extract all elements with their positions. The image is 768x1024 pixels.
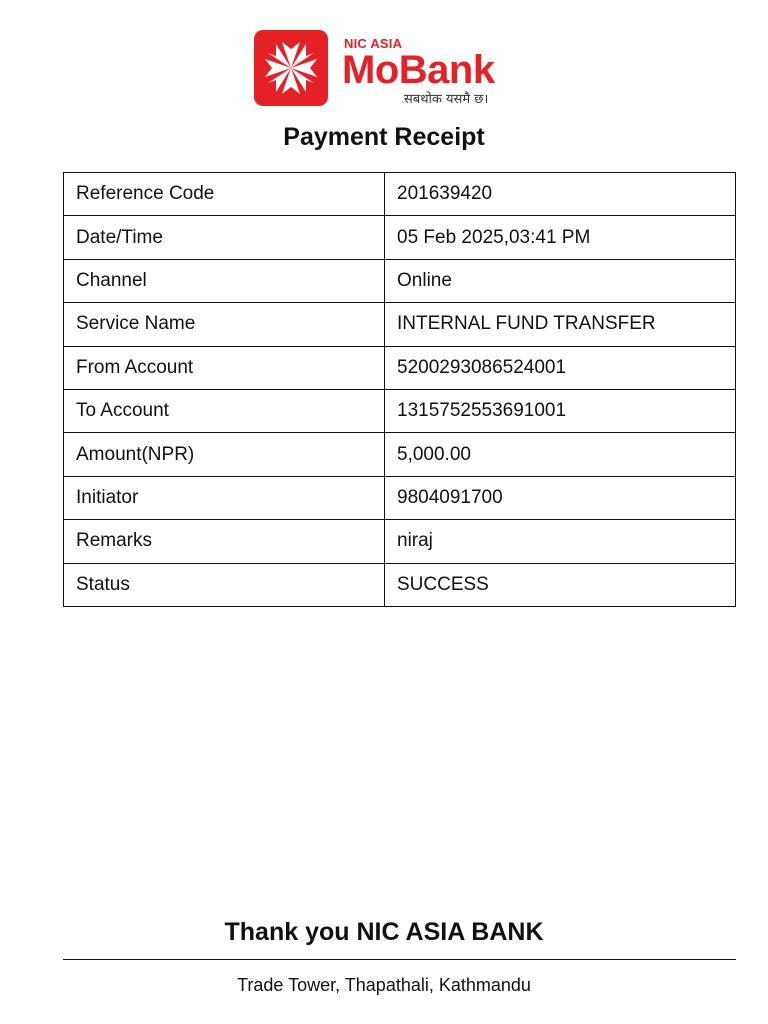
table-row bbox=[64, 259, 736, 302]
brand-top-text: NIC ASIA bbox=[344, 36, 403, 51]
row-value: INTERNAL FUND TRANSFER bbox=[385, 303, 736, 346]
row-label: Remarks bbox=[64, 520, 385, 563]
row-label: Initiator bbox=[64, 476, 385, 519]
bank-logo bbox=[254, 30, 534, 110]
row-label: From Account bbox=[64, 346, 385, 389]
table-row bbox=[64, 520, 736, 563]
table-row bbox=[64, 389, 736, 432]
row-value: Online bbox=[385, 259, 736, 302]
table-row bbox=[64, 433, 736, 476]
footer-address: Trade Tower, Thapathali, Kathmandu bbox=[237, 975, 531, 995]
table-row bbox=[64, 216, 736, 259]
row-label: Channel bbox=[64, 259, 385, 302]
row-label: To Account bbox=[64, 389, 385, 432]
table-row bbox=[64, 346, 736, 389]
table-row bbox=[64, 173, 736, 216]
page-title: Payment Receipt bbox=[283, 123, 485, 151]
receipt-table bbox=[63, 172, 736, 607]
row-value: 5200293086524001 bbox=[385, 346, 736, 389]
row-value: niraj bbox=[385, 520, 736, 563]
maltese-star-icon bbox=[254, 30, 328, 106]
row-label: Date/Time bbox=[64, 216, 385, 259]
row-value: 05 Feb 2025,03:41 PM bbox=[385, 216, 736, 259]
row-value: SUCCESS bbox=[385, 563, 736, 606]
footer-divider bbox=[63, 959, 736, 960]
table-row bbox=[64, 563, 736, 606]
row-value: 1315752553691001 bbox=[385, 389, 736, 432]
row-label: Amount(NPR) bbox=[64, 433, 385, 476]
row-value: 201639420 bbox=[385, 173, 736, 216]
row-value: 5,000.00 bbox=[385, 433, 736, 476]
row-value: 9804091700 bbox=[385, 476, 736, 519]
row-label: Service Name bbox=[64, 303, 385, 346]
footer-thanks: Thank you NIC ASIA BANK bbox=[224, 918, 544, 946]
table-row bbox=[64, 476, 736, 519]
brand-name: MoBank bbox=[342, 48, 495, 92]
row-label: Reference Code bbox=[64, 173, 385, 216]
table-row bbox=[64, 303, 736, 346]
brand-tagline: सबथोक यसमै छ। bbox=[404, 92, 489, 107]
row-label: Status bbox=[64, 563, 385, 606]
